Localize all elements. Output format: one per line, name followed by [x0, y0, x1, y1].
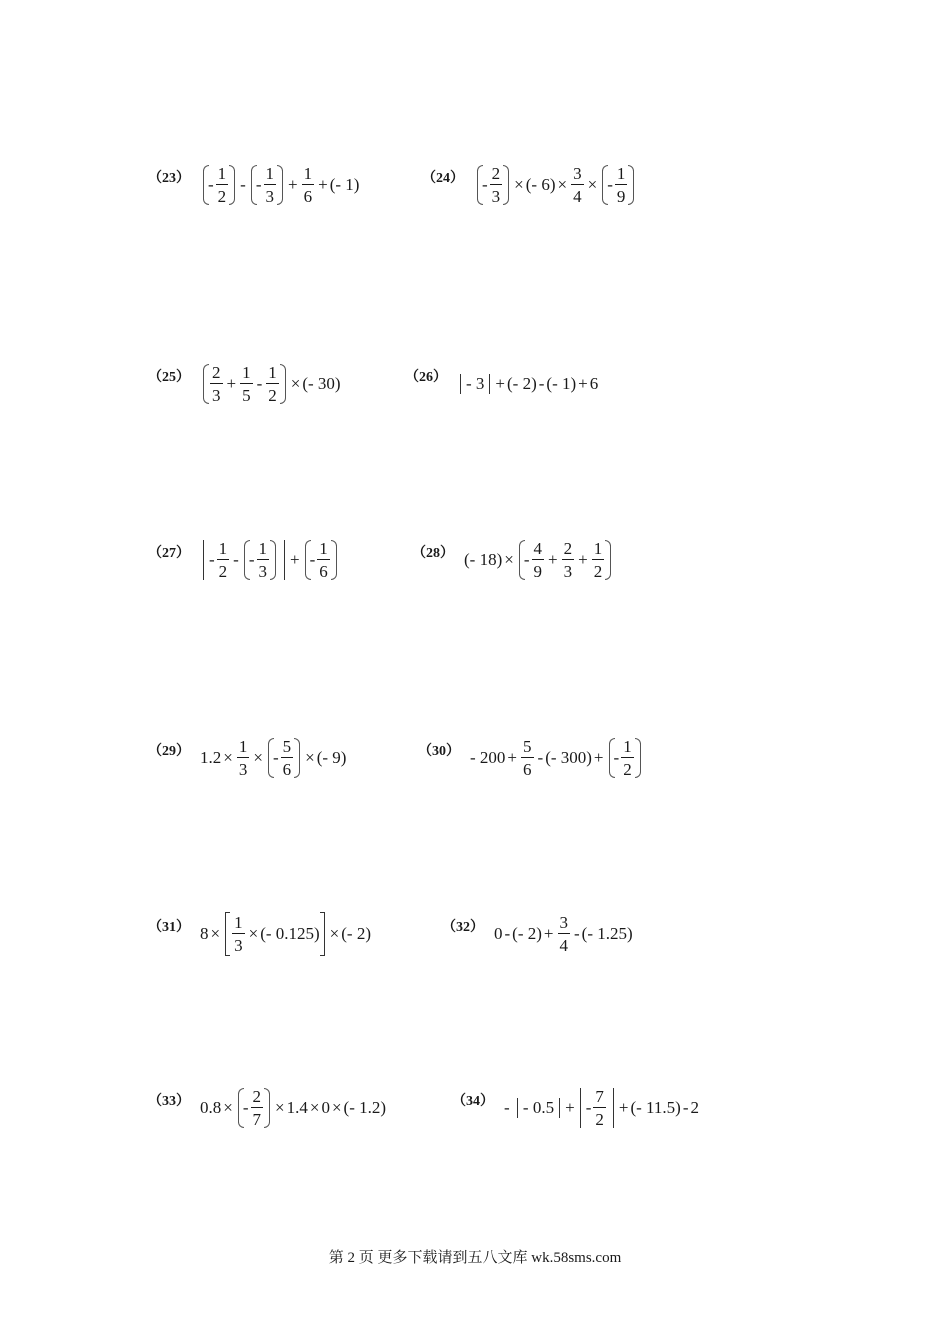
problem-34 — [452, 1078, 699, 1138]
problem-27 — [148, 530, 340, 590]
problem-number: （29） — [148, 744, 190, 759]
math-expression: - 200 + $\frac{5}{6}$ - (- 300) + - $\frac{1}{2}$ — [470, 738, 644, 778]
math-expression: (- 18) × - $\frac{4}{9}$ + $\frac{2}{3}$ + $\frac{1}{2}$ — [464, 540, 614, 580]
problem-number: （34） — [452, 1094, 494, 1109]
problem-number: （26） — [405, 370, 447, 385]
problem-29 — [148, 728, 346, 788]
problem-23 — [148, 155, 359, 215]
math-expression: - $\frac{1}{2}$ - - $\frac{1}{3}$ + $\frac{1}{6}$ + (- 1) — [200, 165, 359, 205]
problem-number: （27） — [148, 546, 190, 561]
problem-28 — [412, 530, 614, 590]
problem-32 — [442, 904, 633, 964]
problem-31 — [148, 904, 371, 964]
problem-number: （28） — [412, 546, 454, 561]
problem-30 — [418, 728, 644, 788]
problem-number: （31） — [148, 920, 190, 935]
math-expression: - - 0.5 + - $\frac{7}{2}$ + (- 11.5) - 2 — [504, 1087, 699, 1129]
page-footer: 第 2 页 更多下载请到五八文库 wk.58sms.com — [328, 1250, 622, 1266]
problem-26 — [405, 354, 598, 414]
problem-number: （33） — [148, 1094, 190, 1109]
problem-number: （23） — [148, 171, 190, 186]
math-expression: 0.8 × - $\frac{2}{7}$ × 1.4 × 0 × (- 1.2) — [200, 1087, 387, 1129]
problem-number: （24） — [422, 171, 464, 186]
math-expression: $\frac{2}{3}$ + $\frac{1}{5}$ - $\frac{1}{2}$ × (- 30) — [200, 364, 341, 404]
problem-24 — [422, 155, 637, 215]
math-expression: - 3 + (- 2) - (- 1) + 6 — [457, 374, 598, 394]
math-expression: - $\frac{2}{3}$ × (- 6) × $\frac{3}{4}$ × - $\frac{1}{9}$ — [474, 165, 637, 205]
math-expression: - $\frac{1}{2}$ - - $\frac{1}{3}$ + - $\frac{1}{6}$ — [200, 540, 340, 580]
math-expression: 1.2 × $\frac{1}{3}$ × - $\frac{5}{6}$ × (- 9) — [200, 737, 347, 779]
problem-number: （30） — [418, 744, 460, 759]
math-expression: 0 - (- 2) + $\frac{3}{4}$ - (- 1.25) — [494, 913, 633, 955]
problem-25 — [148, 354, 341, 414]
problem-number: （25） — [148, 370, 190, 385]
problem-33 — [148, 1078, 386, 1138]
problem-number: （32） — [442, 920, 484, 935]
math-expression: 8 × $\frac{1}{3}$ × (- 0.125) × (- 2) — [200, 913, 371, 955]
